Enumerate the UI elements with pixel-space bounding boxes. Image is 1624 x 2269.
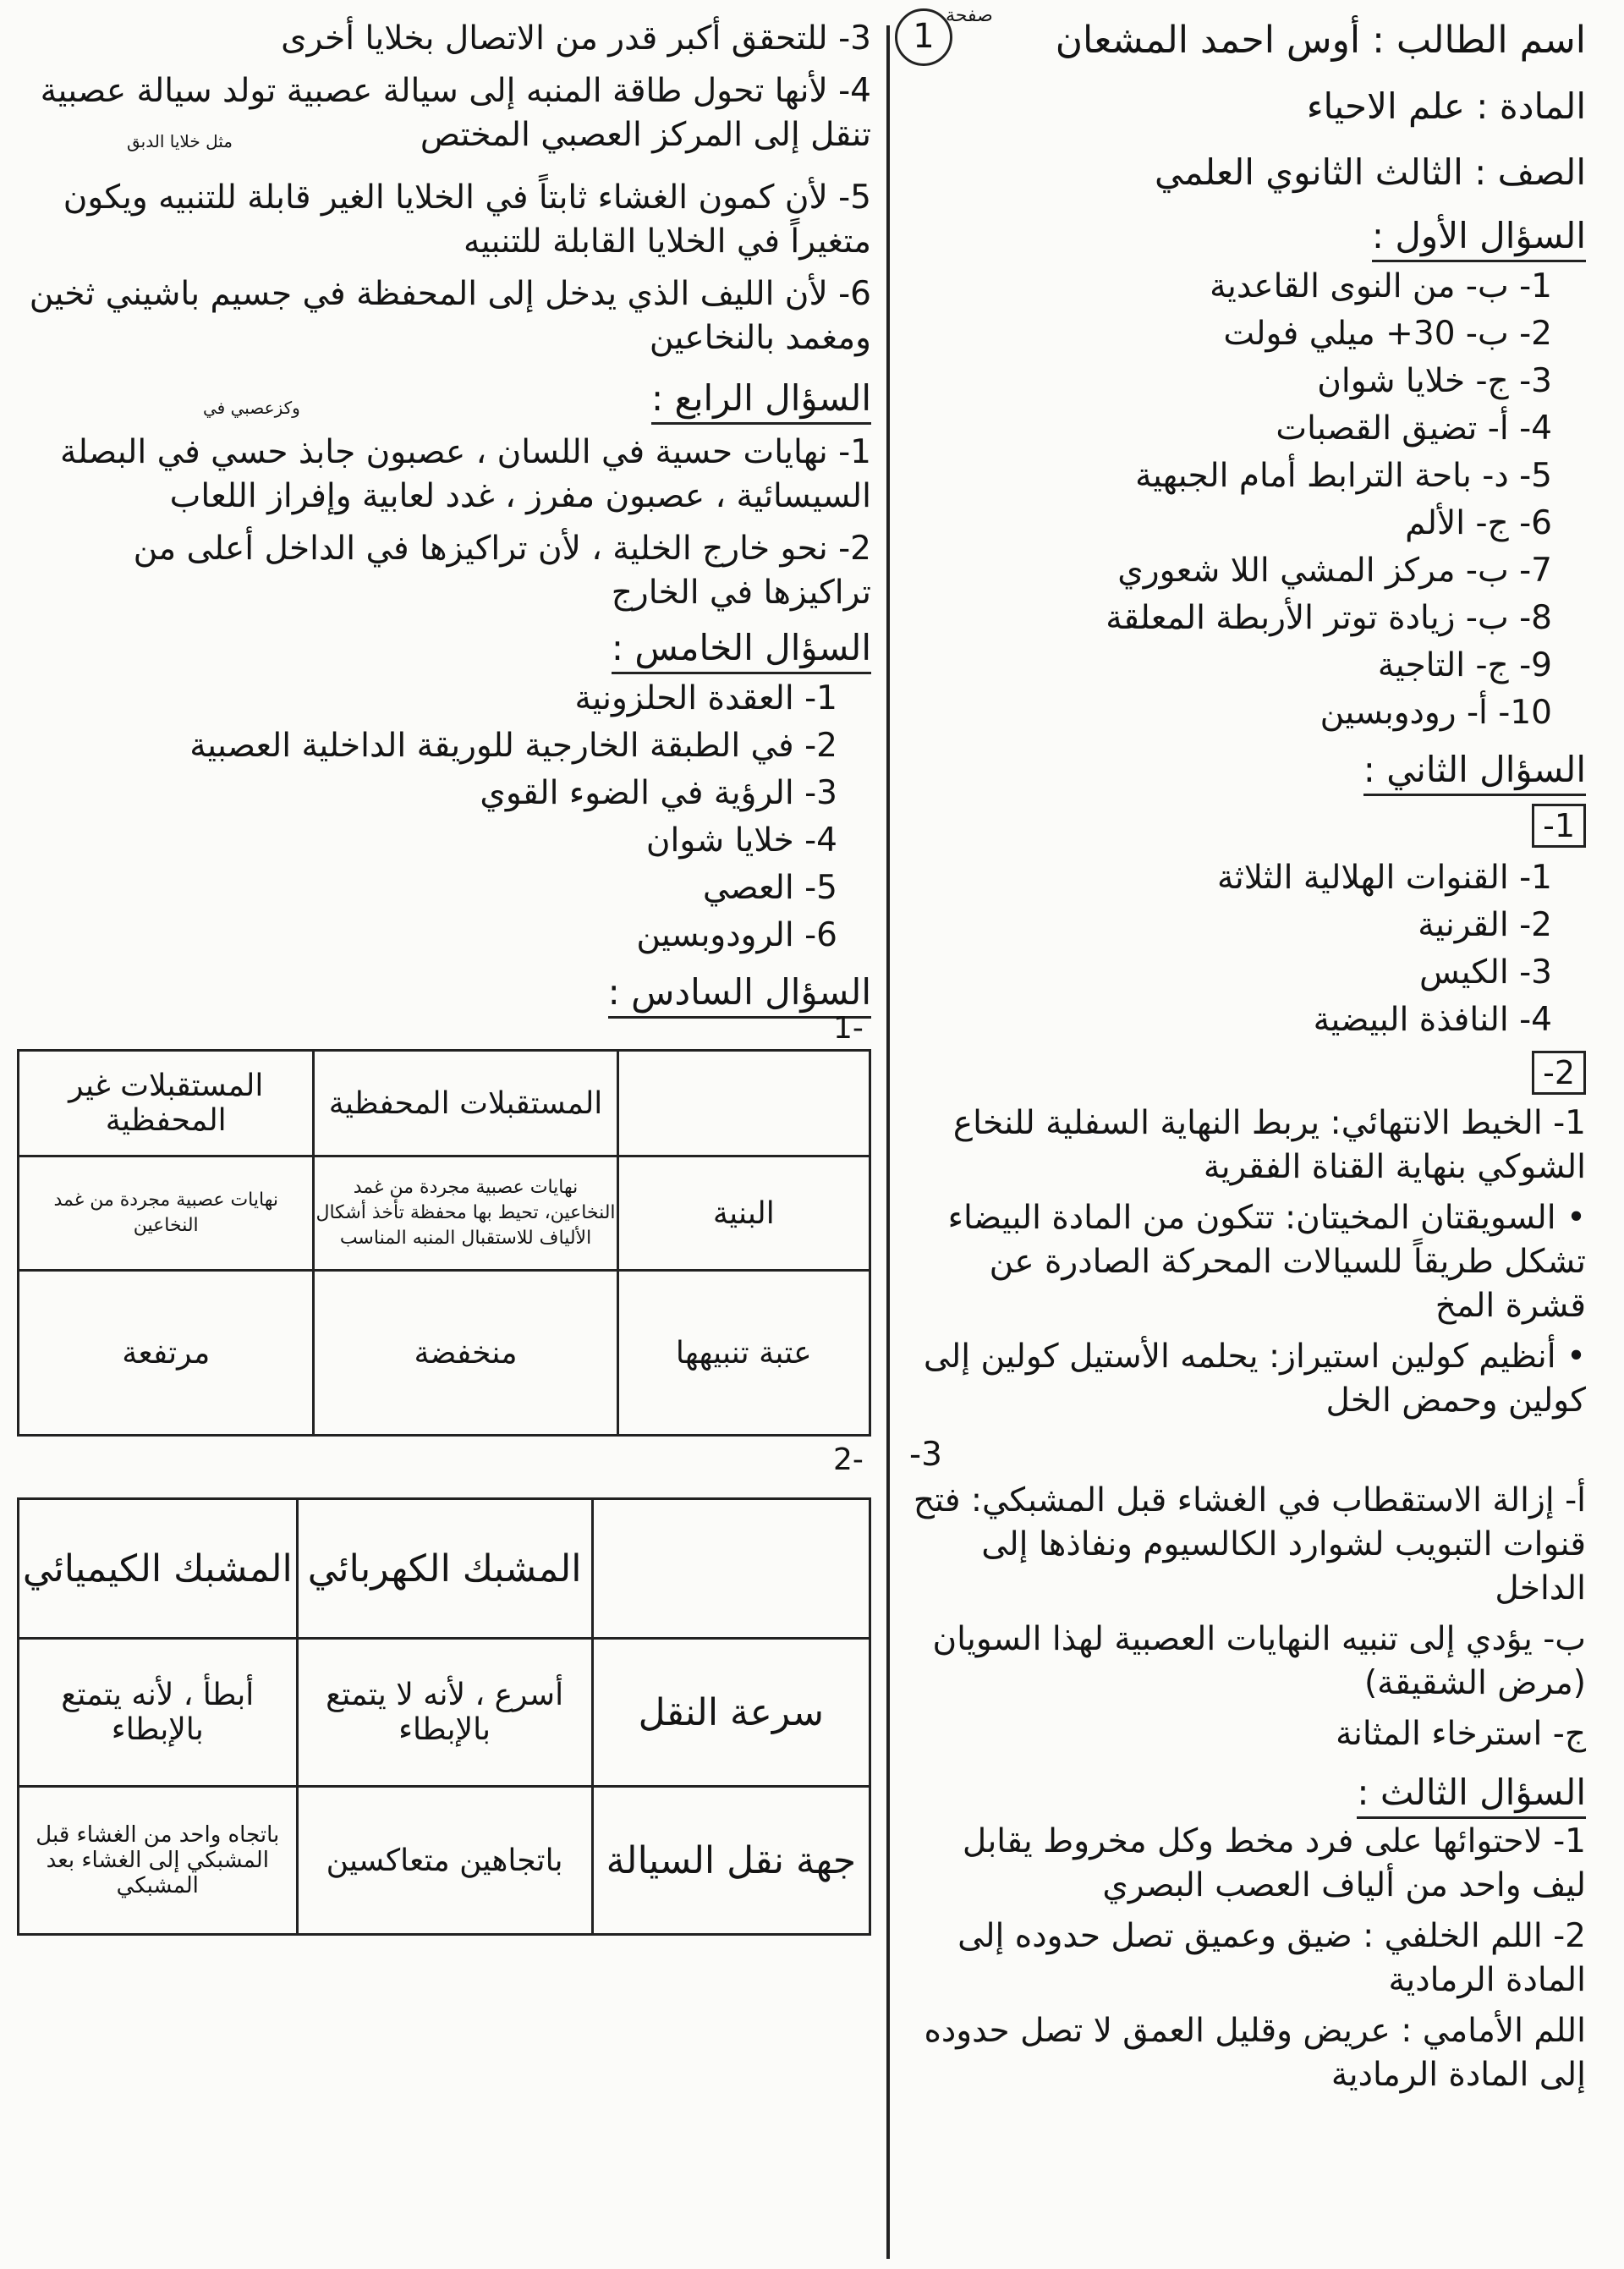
table-cell: عتبة تنبيهها: [617, 1271, 870, 1436]
q1-item: 9- ج- التاجية: [1377, 646, 1552, 684]
q5-item: 3- الرؤية في الضوء القوي: [480, 774, 837, 812]
q2-part3-item: ب- يؤدي إلى تنبيه النهايات العصبية لهذا السويان (مرض الشقيقة): [932, 1620, 1586, 1702]
q3-item: 2- اللم الخلفي : ضيق وعميق تصل حدوده إلى المادة الرمادية: [957, 1917, 1586, 1999]
table-cell: سرعة النقل: [592, 1639, 870, 1787]
q5-list: [17, 675, 871, 959]
q4-item: 1- نهايات حسية في اللسان ، عصبون جابذ حسي في البصلة السيسائية ، عصبون مفرز ، غدد لعابية وإفراز اللعاب: [60, 433, 871, 515]
table-header-cell: [617, 1051, 870, 1156]
left-top-item: 4- لأنها تحول طاقة المنبه إلى سيالة عصبية تولد سيالة عصبية تنقل إلى المركز العصبي المختص: [40, 72, 871, 154]
q1-item: 2- ب- 30+ ميلي فولت: [1223, 315, 1552, 353]
synapse-table: [17, 1497, 871, 1936]
q4-item: 2- نحو خارج الخلية ، لأن تراكيزها في الداخل أعلى من تراكيزها في الخارج: [133, 530, 871, 612]
q2-part1-list: [909, 854, 1586, 1044]
q3-item: اللم الأمامي : عريض وقليل العمق لا تصل حدوده إلى المادة الرمادية: [924, 2012, 1586, 2094]
table-row: [19, 1639, 870, 1787]
q5-item: 6- الرودوبسين: [636, 916, 837, 954]
table-header-cell: المستقبلات المحفظية: [314, 1051, 617, 1156]
q1-item: 1- ب- من النوى القاعدية: [1210, 267, 1552, 305]
table-cell: البنية: [617, 1156, 870, 1271]
table-header-cell: المستقبلات غير المحفظية: [19, 1051, 314, 1156]
table-cell: جهة نقل السيالة: [592, 1787, 870, 1935]
q1-item: 8- ب- زيادة توتر الأربطة المعلقة: [1106, 599, 1552, 637]
q2-part1-item: 2- القرنية: [1418, 906, 1552, 944]
page-label: صفحة: [946, 5, 993, 26]
q4-list: [17, 431, 871, 615]
table-header-cell: المشبك الكهربائي: [297, 1499, 592, 1639]
q3-heading: السؤال الثالث :: [909, 1772, 1586, 1813]
q6-heading: السؤال السادس :: [17, 971, 871, 1013]
q5-heading: السؤال الخامس :: [17, 627, 871, 668]
q5-item: 5- العصي: [702, 869, 837, 907]
left-column: [17, 17, 871, 1019]
q2-heading: السؤال الثاني :: [909, 749, 1586, 790]
q1-item: 5- د- باحة الترابط أمام الجبهية: [1135, 457, 1552, 495]
q5-item: 1- العقدة الحلزونية: [574, 679, 837, 717]
left-top-item: 6- لأن الليف الذي يدخل إلى المحفظة في جسيم باشيني ثخين ومغمد بالنخاعين: [29, 275, 871, 357]
left-top-list: [17, 17, 871, 360]
table-cell: أبطأ ، لأنه يتمتع بالإبطاء: [19, 1639, 298, 1787]
grade-line: الصف : الثالث الثانوي العلمي: [1154, 151, 1586, 193]
table-header-row: [19, 1051, 870, 1156]
q4-heading: السؤال الرابع :: [17, 377, 871, 419]
q2-part2-label: 2-: [1532, 1051, 1586, 1095]
table-header-cell: المشبك الكيميائي: [19, 1499, 298, 1639]
q1-item: 10- أ- رودوبسين: [1320, 694, 1552, 732]
table-cell: نهايات عصبية مجردة من غمد النخاعين: [19, 1156, 314, 1271]
left-top-item: 3- للتحقق أكبر قدر من الاتصال بخلايا أخرى: [281, 19, 871, 58]
table-cell: باتجاهين متعاكسين: [297, 1787, 592, 1935]
q6-part1-label: 1-: [833, 1011, 864, 1046]
q2-part2-item: 1- الخيط الانتهائي: يربط النهاية السفلية للنخاع الشوكي بنهاية القناة الفقرية: [952, 1104, 1586, 1186]
table-cell: نهايات عصبية مجردة من غمد النخاعين، تحيط بها محفظة تأخذ أشكال الألياف للاستقبال المنبه المناسب: [314, 1156, 617, 1271]
q1-list: [909, 263, 1586, 737]
receptors-table: [17, 1049, 871, 1437]
page-number-circle: 1: [895, 8, 952, 66]
table-row: [19, 1156, 870, 1271]
student-name: اسم الطالب : أوس احمد المشعان: [1055, 19, 1586, 62]
q6-part2-label: 2-: [833, 1442, 864, 1477]
right-column: [909, 17, 1586, 2097]
q5-item: 2- في الطبقة الخارجية للوريقة الداخلية العصبية: [189, 727, 837, 765]
q1-item: 7- ب- مركز المشي اللا شعوري: [1117, 552, 1552, 590]
q2-part2-list: [909, 1102, 1586, 1423]
table-header-row: [19, 1499, 870, 1639]
q2-part1-label: 1-: [1532, 804, 1586, 848]
table-row: [19, 1787, 870, 1935]
q2-part1-item: 3- الكيس: [1418, 953, 1552, 992]
q2-part2-item: • أنظيم كولين استيراز: يحلمه الأستيل كولين إلى كولين وحمض الخل: [923, 1338, 1586, 1420]
table-row: [19, 1271, 870, 1436]
table-cell: باتجاه واحد من الغشاء قبل المشبكي إلى الغشاء بعد المشبكي: [19, 1787, 298, 1935]
table-cell: أسرع ، لأنه لا يتمتع بالإبطاء: [297, 1639, 592, 1787]
left-top-item: 5- لأن كمون الغشاء ثابتاً في الخلايا الغير قابلة للتنبيه ويكون متغيراً في الخلايا القابلة للتنبيه: [63, 179, 871, 261]
q2-part1-item: 4- النافذة البيضية: [1313, 1001, 1552, 1039]
q2-part3-item: ج- استرخاء المثانة: [1336, 1715, 1586, 1753]
table-cell: مرتفعة: [19, 1271, 314, 1436]
column-divider: [886, 25, 890, 2259]
q3-list: [909, 1820, 1586, 2097]
q2-part3-list: [909, 1479, 1586, 1756]
q1-item: 4- أ- تضيق القصبات: [1276, 409, 1552, 448]
margin-note: مثل خلايا الدبق: [127, 131, 233, 151]
q1-item: 3- ج- خلايا شوان: [1317, 362, 1552, 400]
q5-item: 4- خلايا شوان: [645, 821, 837, 860]
subject-line: المادة : علم الاحياء: [1306, 85, 1586, 127]
q2-part3-item: أ- إزالة الاستقطاب في الغشاء قبل المشبكي: فتح قنوات التبويب لشوارد الكالسيوم ونفاذها إلى الداخل: [913, 1481, 1586, 1607]
margin-note: وكزعصبي في: [203, 398, 300, 418]
q1-item: 6- ج- الألم: [1405, 504, 1552, 542]
q2-part1-item: 1- القنوات الهلالية الثلاثة: [1216, 859, 1552, 897]
q1-heading: السؤال الأول :: [909, 215, 1586, 256]
table-header-cell: [592, 1499, 870, 1639]
q2-part2-item: • السويقتان المخيتان: تتكون من المادة البيضاء تشكل طريقاً للسيالات المحركة الصادرة عن قشرة المخ: [947, 1199, 1586, 1325]
q2-part3-label: 3-: [909, 1436, 942, 1474]
q3-item: 1- لاحتوائها على فرد مخط وكل مخروط يقابل ليف واحد من ألياف العصب البصري: [962, 1822, 1586, 1904]
table-cell: منخفضة: [314, 1271, 617, 1436]
